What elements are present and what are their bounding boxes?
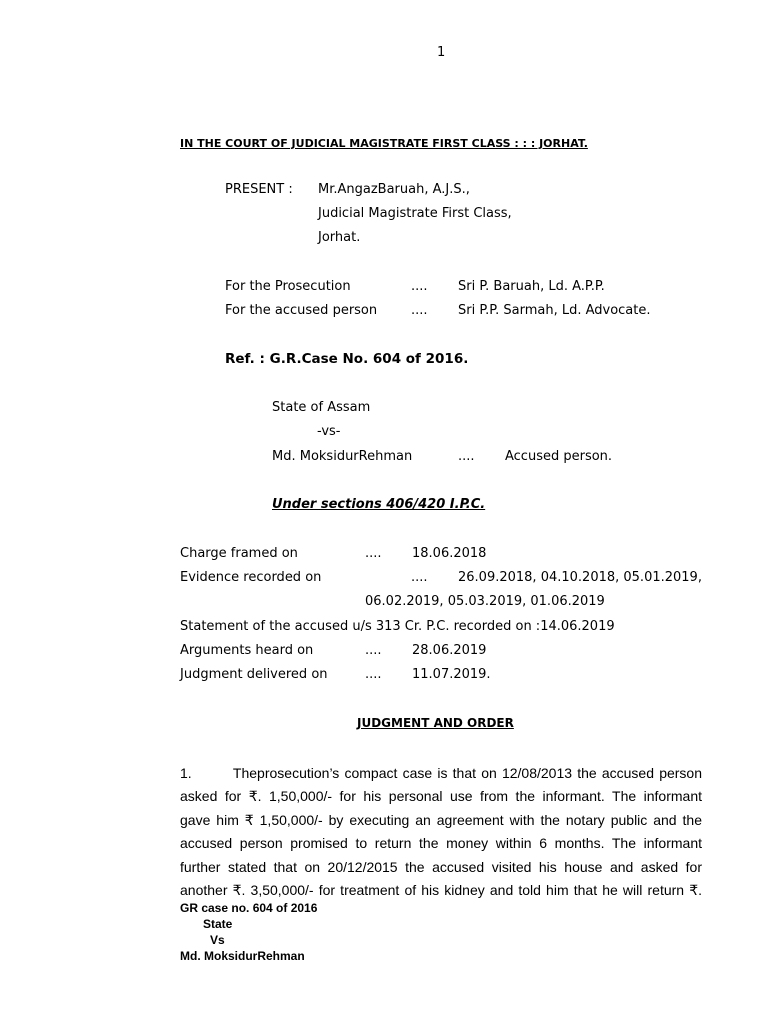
paragraph-line: another ₹. 3,50,000/- for treatment of his kidney and told him that he will return ₹.	[180, 881, 702, 898]
prosecution-dots: ....	[411, 279, 428, 294]
prosecution-label: For the Prosecution	[225, 279, 351, 294]
page-number: 1	[437, 45, 446, 60]
case-reference: Ref. : G.R.Case No. 604 of 2016.	[225, 351, 469, 367]
accused-counsel-label: For the accused person	[225, 303, 378, 318]
paragraph-line: asked for ₹. 1,50,000/- for his personal use from the informant. The informant	[180, 788, 702, 805]
arguments-date: 28.06.2019	[412, 643, 487, 658]
paragraph-line: accused person promised to return the money within 6 months. The informant	[180, 835, 702, 852]
judgment-dots: ....	[365, 667, 382, 682]
charge-dots: ....	[365, 546, 382, 561]
versus: -vs-	[317, 424, 341, 439]
paragraph-1	[180, 762, 702, 902]
accused-counsel-dots: ....	[411, 303, 428, 318]
footer-accused: Md. MoksidurRehman	[180, 949, 305, 963]
state-name: State of Assam	[272, 400, 371, 415]
arguments-label: Arguments heard on	[180, 643, 314, 658]
magistrate-place: Jorhat.	[318, 230, 361, 245]
court-header: IN THE COURT OF JUDICIAL MAGISTRATE FIRST CLASS : : : JORHAT.	[180, 137, 588, 150]
page-footer	[180, 900, 317, 964]
accused-role: Accused person.	[505, 449, 613, 464]
accused-name: Md. MoksidurRehman	[272, 449, 413, 464]
charge-date: 18.06.2018	[412, 546, 487, 561]
accused-dots: ....	[458, 449, 475, 464]
judgment-heading: JUDGMENT AND ORDER	[357, 716, 514, 730]
evidence-dates-cont: 06.02.2019, 05.03.2019, 01.06.2019	[365, 594, 605, 609]
sections-heading: Under sections 406/420 I.P.C.	[272, 497, 486, 512]
paragraph-line: 1. Theprosecution’s compact case is that on 12/08/2013 the accused person	[180, 765, 702, 781]
charge-label: Charge framed on	[180, 546, 298, 561]
accused-counsel: Sri P.P. Sarmah, Ld. Advocate.	[458, 303, 651, 318]
judgment-date: 11.07.2019.	[412, 667, 491, 682]
evidence-dots: ....	[411, 570, 428, 585]
paragraph-line: gave him ₹ 1,50,000/- by executing an agreement with the notary public and the	[180, 811, 702, 828]
footer-case: GR case no. 604 of 2016	[180, 901, 318, 915]
evidence-label: Evidence recorded on	[180, 570, 322, 585]
footer-vs: Vs	[210, 933, 225, 947]
footer-state: State	[203, 917, 233, 931]
judgment-label: Judgment delivered on	[180, 667, 328, 682]
magistrate-title: Judicial Magistrate First Class,	[318, 206, 512, 221]
prosecution-counsel: Sri P. Baruah, Ld. A.P.P.	[458, 279, 605, 294]
present-label: PRESENT :	[225, 182, 293, 197]
statement-line: Statement of the accused u/s 313 Cr. P.C. recorded on :14.06.2019	[180, 619, 615, 634]
evidence-dates: 26.09.2018, 04.10.2018, 05.01.2019,	[458, 570, 702, 585]
magistrate-name: Mr.AngazBaruah, A.J.S.,	[318, 182, 470, 197]
paragraph-line: further stated that on 20/12/2015 the accused visited his house and asked for	[180, 858, 702, 875]
arguments-dots: ....	[365, 643, 382, 658]
